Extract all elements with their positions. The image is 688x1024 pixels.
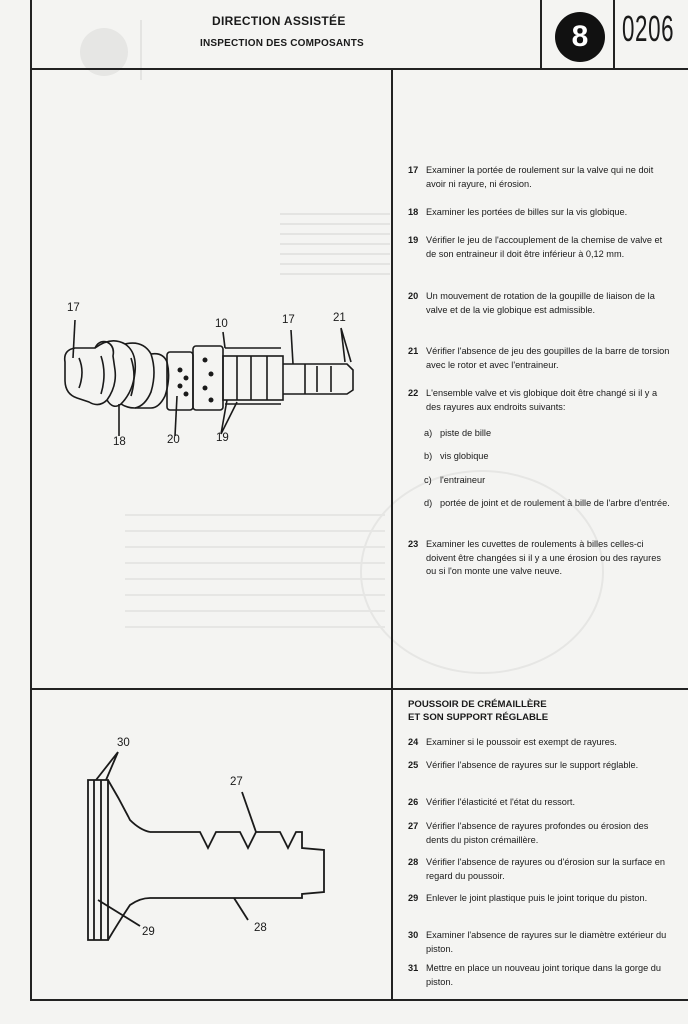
- frame-header-divider: [540, 0, 542, 68]
- bleed-through-text: [280, 205, 390, 275]
- step-number: 23: [408, 539, 419, 549]
- step-30: [408, 929, 672, 956]
- step-27: [408, 820, 672, 847]
- step-text: L'ensemble valve et vis globique doit être changé si il y a des rayures aux endroits suivants:: [426, 388, 658, 412]
- substep-d: [424, 497, 672, 511]
- figure-label-28: 28: [254, 922, 267, 934]
- section-title-line2: ET SON SUPPORT RÉGLABLE: [408, 712, 549, 723]
- chapter-badge: 8: [555, 12, 605, 62]
- frame-header-line: [30, 68, 688, 70]
- step-text: Vérifier l'absence de rayures ou d'érosion sur la surface en regard du poussoir.: [426, 857, 665, 881]
- step-number: 27: [408, 821, 419, 831]
- step-number: 28: [408, 857, 419, 867]
- step-text: Vérifier l'absence de jeu des goupilles de la barre de torsion avec le rotor et avec l'entraineur.: [426, 346, 670, 370]
- step-text: Examiner les cuvettes de roulements à billes celles-ci doivent être changées si il y a une érosion ou des rayures ou si l'on monte une valve neuve.: [426, 539, 661, 576]
- step-number: 25: [408, 760, 419, 770]
- step-text: Vérifier l'absence de rayures profondes ou érosion des dents du piston crémaillère.: [426, 821, 649, 845]
- step-31: [408, 962, 672, 989]
- substep-letter: a): [424, 428, 433, 438]
- step-number: 22: [408, 388, 419, 398]
- substep-a: [424, 427, 672, 441]
- page-title: DIRECTION ASSISTÉE: [212, 14, 346, 28]
- substep-letter: c): [424, 475, 432, 485]
- figure-label-27: 27: [230, 776, 243, 788]
- figure-label-29: 29: [142, 926, 155, 938]
- figure-label-19: 19: [216, 432, 229, 444]
- step-text: Examiner si le poussoir est exempt de rayures.: [426, 737, 617, 747]
- step-text: Mettre en place un nouveau joint torique dans la gorge du piston.: [426, 963, 661, 987]
- figure-label-30: 30: [117, 737, 130, 749]
- figure-label-17b: 17: [282, 314, 295, 326]
- substep-letter: d): [424, 498, 433, 508]
- step-number: 19: [408, 235, 419, 245]
- step-26: [408, 796, 672, 810]
- figure-label-10: 10: [215, 318, 228, 330]
- frame-page-divider: [613, 0, 615, 68]
- step-text: Examiner les portées de billes sur la vis globique.: [426, 207, 628, 217]
- substep-text: piste de bille: [440, 428, 492, 438]
- step-20: [408, 290, 672, 317]
- step-number: 21: [408, 346, 419, 356]
- substep-text: portée de joint et de roulement à bille de l'arbre d'entrée.: [440, 498, 670, 508]
- step-28: [408, 856, 672, 883]
- step-18: [408, 206, 672, 220]
- substep-letter: b): [424, 451, 433, 461]
- step-text: Examiner la portée de roulement sur la valve qui ne doit avoir ni rayure, ni érosion.: [426, 165, 654, 189]
- frame-section-line: [30, 688, 688, 690]
- step-text: Vérifier l'absence de rayures sur le support réglable.: [426, 760, 639, 770]
- substep-b: [424, 450, 672, 464]
- step-25: [408, 759, 672, 773]
- step-number: 31: [408, 963, 419, 973]
- frame-left-line: [30, 0, 32, 1000]
- frame-center-line: [391, 68, 393, 1000]
- bleed-through-text-2: [125, 500, 385, 640]
- step-text: Vérifier l'élasticité et l'état du ressort.: [426, 797, 576, 807]
- section-title-line1: POUSSOIR DE CRÉMAILLÈRE: [408, 699, 547, 710]
- step-number: 18: [408, 207, 419, 217]
- step-text: Examiner l'absence de rayures sur le diamètre extérieur du piston.: [426, 930, 667, 954]
- step-21: [408, 345, 672, 372]
- figure-label-20: 20: [167, 434, 180, 446]
- substep-text: l'entraineur: [440, 475, 486, 485]
- step-17: [408, 164, 672, 191]
- step-text: Un mouvement de rotation de la goupille de liaison de la valve et de la vie globique est admissible.: [426, 291, 655, 315]
- step-text: Enlever le joint plastique puis le joint torique du piston.: [426, 893, 648, 903]
- step-23: [408, 538, 672, 579]
- rack-piston-drawing: [70, 740, 340, 950]
- figure-label-17a: 17: [67, 302, 80, 314]
- page-number: 0206: [622, 8, 675, 49]
- step-number: 17: [408, 165, 419, 175]
- step-number: 20: [408, 291, 419, 301]
- frame-bottom-line: [30, 999, 688, 1001]
- step-number: 29: [408, 893, 419, 903]
- figure-label-18: 18: [113, 436, 126, 448]
- substep-text: vis globique: [440, 451, 489, 461]
- step-number: 30: [408, 930, 419, 940]
- step-22: [408, 387, 672, 414]
- figure-label-21: 21: [333, 312, 346, 324]
- step-number: 26: [408, 797, 419, 807]
- step-29: [408, 892, 672, 906]
- page-subtitle: INSPECTION DES COMPOSANTS: [200, 38, 364, 49]
- substep-c: [424, 474, 672, 488]
- step-24: [408, 736, 672, 750]
- step-text: Vérifier le jeu de l'accouplement de la chemise de valve et de son entraineur il doit être inférieur à 0,12 mm.: [426, 235, 663, 259]
- step-19: [408, 234, 672, 261]
- step-number: 24: [408, 737, 419, 747]
